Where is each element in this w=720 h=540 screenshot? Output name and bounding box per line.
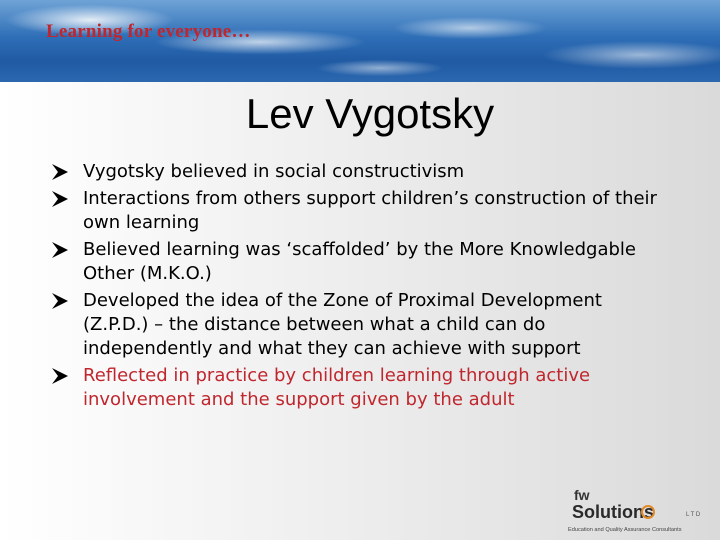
bullet-text: Interactions from others support children’s construction of their own learning (83, 188, 657, 233)
slide-title: Lev Vygotsky (245, 90, 495, 137)
logo-tagline: Education and Quality Assurance Consultants (568, 527, 682, 533)
bullet-list (48, 160, 668, 415)
bullet-item (48, 289, 668, 361)
arrow-bullet-icon (50, 162, 70, 182)
logo-fw: fw (574, 487, 590, 503)
bullet-item (48, 238, 668, 286)
logo-ltd: L T D (686, 512, 701, 518)
bullet-text: Vygotsky believed in social constructivism (83, 161, 465, 182)
bullet-text: Believed learning was ‘scaffolded’ by the More Knowledgable Other (M.K.O.) (83, 239, 636, 284)
arrow-bullet-icon (50, 240, 70, 260)
bullet-item-highlighted (48, 364, 668, 412)
banner-text: Learning for everyone… (46, 21, 251, 42)
fw-solutions-logo (566, 486, 714, 536)
header-banner (0, 0, 720, 82)
logo-solutions: Solutions (572, 502, 654, 522)
bullet-text: Developed the idea of the Zone of Proximal Development (Z.P.D.) – the distance between what a child can do independently and what they can achieve with support (83, 290, 602, 359)
bullet-item (48, 187, 668, 235)
bullet-text: Reflected in practice by children learning through active involvement and the support given by the adult (83, 365, 591, 410)
bullet-item (48, 160, 668, 184)
arrow-bullet-icon (50, 189, 70, 209)
arrow-bullet-icon (50, 366, 70, 386)
arrow-bullet-icon (50, 291, 70, 311)
